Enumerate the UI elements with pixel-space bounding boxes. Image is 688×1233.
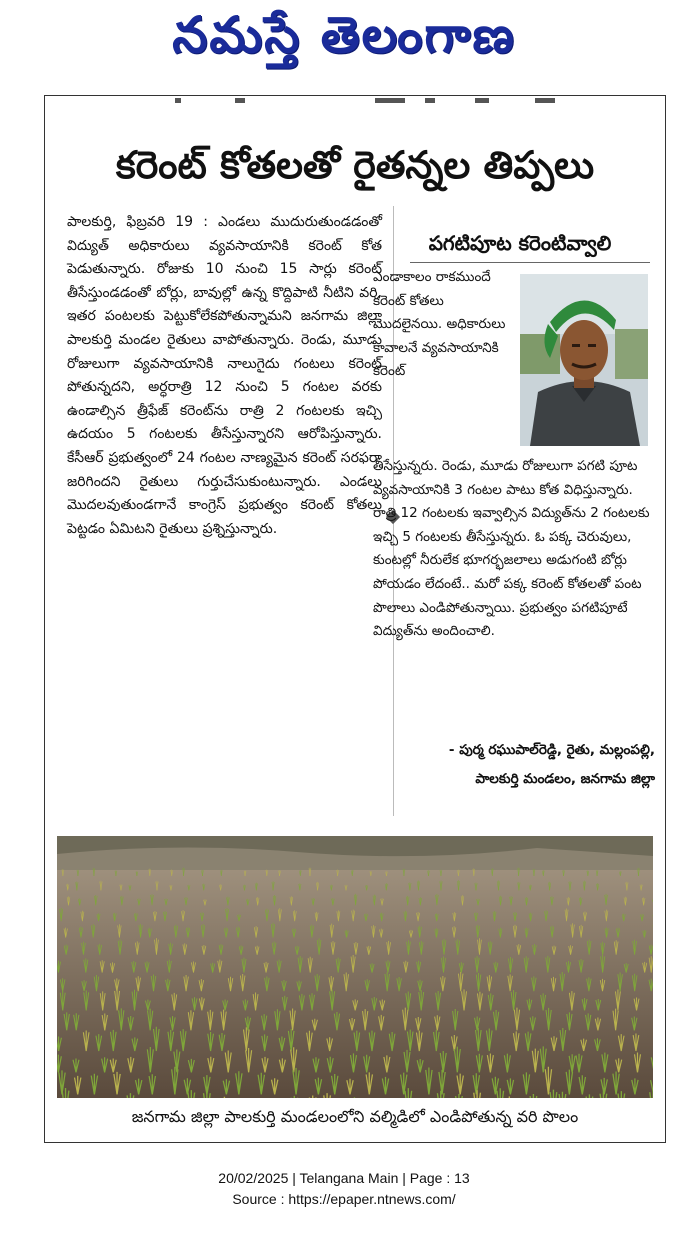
credit-line-place: పాలకుర్తి మండలం, జనగామ జిల్లా xyxy=(475,771,655,787)
article-clipping xyxy=(44,95,666,1143)
sidebar-heading-rule xyxy=(410,262,650,263)
article-headline: కరెంట్ కోతలతో రైతన్నల తిప్పలు xyxy=(115,142,595,187)
sidebar-heading: పగటిపూట కరెంటివ్వాలి xyxy=(428,231,612,255)
sidebar-credit xyxy=(369,736,655,794)
cropped-text-fragment xyxy=(175,98,575,104)
footer-source: Source : https://epaper.ntnews.com/ xyxy=(232,1191,456,1207)
farmer-portrait-photo xyxy=(520,274,648,446)
sidebar-quote-rest: తీసేస్తున్నరు. రెండు, మూడు రోజులుగా పగటి పూట వ్యవసాయానికి 3 గంటల పాటు కోత విధిస్తున్నారు. రాత్రి 12 గంటలకు ఇవ్వాల్సిన విద్యుత్‌ను 2 గంటలకు ఇచ్చి 5 గంటలకు తీసేస్తున్నరు. ఓ పక్క చెరువులు, కుంటల్లో నీరులేక భూగర్భజలాలు అడుగంటి బోర్లు పోయడం లేదంటే.. మరో పక్క కరెంట్ కోతలతో పంట పొలాలు ఎండిపోతున్నాయి. ప్రభుత్వం పగటిపూటే విద్యుత్‌ను అందించాలి. xyxy=(373,458,650,640)
sidebar-quote-top: ఎండాకాలం రాకముందే కరెంట్ కోతలు మొదలైనయి. అధికారులు కావాలనే వ్యవసాయానికి కరెంట్ xyxy=(373,269,506,380)
article-body: పాలకుర్తి, ఫిబ్రవరి 19 : ఎండలు ముదురుతుండడంతో విద్యుత్ అధికారులు వ్యవసాయానికి కరెంట్ కోత పెడుతున్నారు. రోజుకు 10 నుంచి 15 సార్లు కరెంట్ తీసేస్తుండడంతో బోర్లు, బావుల్లో ఉన్న కొద్దిపాటి నీటిని వరి, ఇతర పంటలకు పెట్టుకోలేకపోతున్నామని జనగామ జిల్లా పాలకుర్తి మండల రైతులు వాపోతున్నారు. రెండు, మూడు రోజులుగా వ్యవసాయానికి నాలుగైదు గంటలు కరెంట్ పోతున్నదని, అర్ధరాత్రి 12 నుంచి 5 గంటల వరకు ఉండాల్సిన త్రీఫేజ్ కరెంట్‌ను రాత్రి 2 గంటలకు ఇచ్చి ఉదయం 5 గంటలకు తీసేస్తున్నారని ఆరోపిస్తున్నారు. కేసీఆర్ ప్రభుత్వంలో 24 గంటల నాణ్యమైన కరెంట్ సరఫరా జరిగిందని రైతులు గుర్తుచేసుకుంటున్నారు. ఎండలు మొదలవుతుండగానే కాంగ్రెస్ ప్రభుత్వం కరెంట్ కోతలు పెట్టడం ఏమిటని రైతులు ప్రశ్నిస్తున్నారు. xyxy=(67,214,382,537)
masthead-title: నమస్తే తెలంగాణ xyxy=(172,5,516,64)
footer-edition-info: 20/02/2025 | Telangana Main | Page : 13 xyxy=(218,1170,470,1186)
page-footer xyxy=(0,1168,688,1210)
newspaper-masthead xyxy=(0,0,688,82)
photo-caption: జనగామ జిల్లా పాలకుర్తి మండలంలోని వల్మిడిలో ఎండిపోతున్న వరి పొలం xyxy=(131,1107,579,1126)
paddy-field-photo xyxy=(57,836,653,1098)
credit-line-name: - పుర్మ రఘుపాల్‌రెడ్డి, రైతు, మల్లంపల్లి, xyxy=(448,742,655,758)
